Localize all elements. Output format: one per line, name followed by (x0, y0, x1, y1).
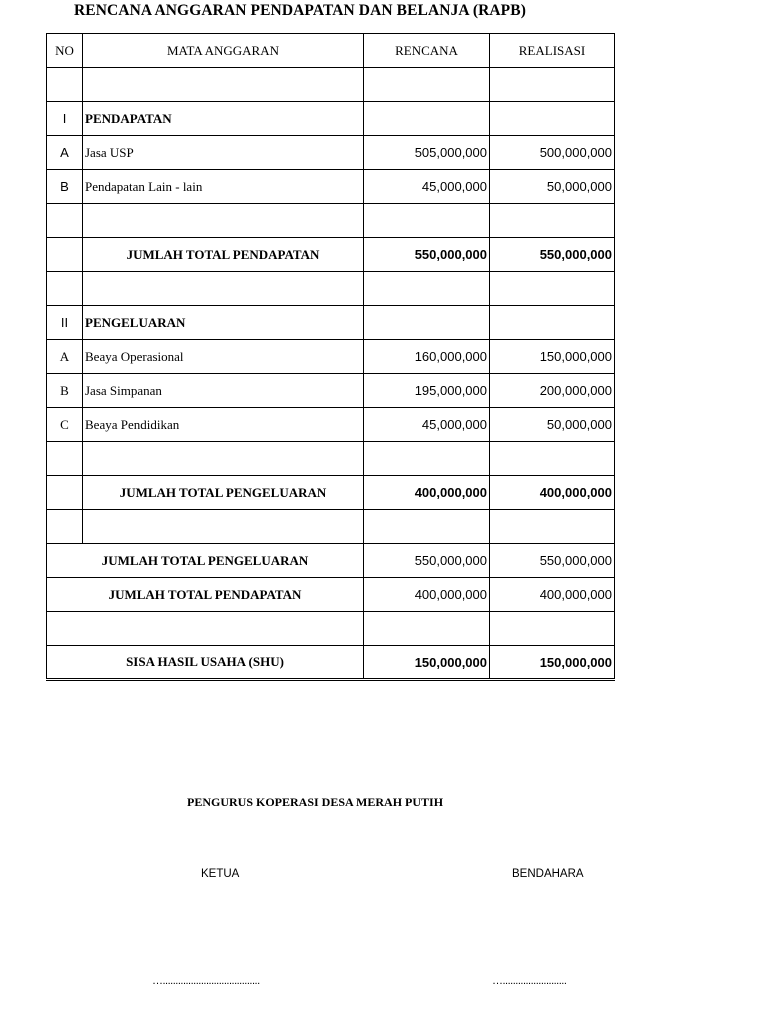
total-actual: 550,000,000 (490, 238, 615, 272)
table-row (47, 68, 615, 102)
item-plan: 45,000,000 (364, 170, 490, 204)
item-no: A (47, 340, 83, 374)
item-plan: 505,000,000 (364, 136, 490, 170)
total-actual: 400,000,000 (490, 476, 615, 510)
signature-bendahara-label: BENDAHARA (512, 868, 584, 880)
section-label: PENGELUARAN (83, 306, 364, 340)
summary-actual: 400,000,000 (490, 578, 615, 612)
item-actual: 50,000,000 (490, 408, 615, 442)
table-row (47, 442, 615, 476)
item-no: B (47, 170, 83, 204)
table-row (47, 340, 615, 374)
item-name: Beaya Operasional (83, 340, 364, 374)
table-row (47, 612, 615, 646)
item-actual: 50,000,000 (490, 170, 615, 204)
item-name: Pendapatan Lain - lain (83, 170, 364, 204)
table-row (47, 204, 615, 238)
document-title: RENCANA ANGGARAN PENDAPATAN DAN BELANJA (RAPB) (74, 2, 526, 19)
item-plan: 160,000,000 (364, 340, 490, 374)
total-plan: 400,000,000 (364, 476, 490, 510)
table-row (47, 510, 615, 544)
budget-table (46, 33, 615, 681)
section-row-pengeluaran (47, 306, 615, 340)
summary-row (47, 578, 615, 612)
header-name: MATA ANGGARAN (83, 34, 364, 68)
signature-ketua-label: KETUA (201, 868, 240, 880)
shu-actual: 150,000,000 (490, 646, 615, 680)
summary-plan: 400,000,000 (364, 578, 490, 612)
item-no: B (47, 374, 83, 408)
signature-ketua-line: …...................................... (152, 975, 260, 987)
item-actual: 200,000,000 (490, 374, 615, 408)
summary-row (47, 544, 615, 578)
summary-plan: 550,000,000 (364, 544, 490, 578)
item-name: Jasa USP (83, 136, 364, 170)
item-no: A (47, 136, 83, 170)
summary-label: JUMLAH TOTAL PENGELUARAN (47, 544, 364, 578)
signature-organization: PENGURUS KOPERASI DESA MERAH PUTIH (187, 795, 444, 809)
shu-label: SISA HASIL USAHA (SHU) (47, 646, 364, 680)
shu-row (47, 646, 615, 680)
table-row (47, 374, 615, 408)
table-row (47, 408, 615, 442)
item-plan: 195,000,000 (364, 374, 490, 408)
header-actual: REALISASI (490, 34, 615, 68)
summary-actual: 550,000,000 (490, 544, 615, 578)
total-row-pendapatan (47, 238, 615, 272)
section-row-pendapatan (47, 102, 615, 136)
item-no: C (47, 408, 83, 442)
item-name: Beaya Pendidikan (83, 408, 364, 442)
summary-label: JUMLAH TOTAL PENDAPATAN (47, 578, 364, 612)
item-actual: 150,000,000 (490, 340, 615, 374)
total-label: JUMLAH TOTAL PENDAPATAN (83, 238, 364, 272)
table-row (47, 136, 615, 170)
signature-bendahara-line: …......................... (492, 975, 567, 987)
item-actual: 500,000,000 (490, 136, 615, 170)
section-no: I (47, 102, 83, 136)
total-row-pengeluaran (47, 476, 615, 510)
total-label: JUMLAH TOTAL PENGELUARAN (83, 476, 364, 510)
header-plan: RENCANA (364, 34, 490, 68)
table-header-row (47, 34, 615, 68)
section-no: II (47, 306, 83, 340)
item-plan: 45,000,000 (364, 408, 490, 442)
total-plan: 550,000,000 (364, 238, 490, 272)
shu-plan: 150,000,000 (364, 646, 490, 680)
table-row (47, 170, 615, 204)
header-no: NO (47, 34, 83, 68)
section-label: PENDAPATAN (83, 102, 364, 136)
item-name: Jasa Simpanan (83, 374, 364, 408)
table-row (47, 272, 615, 306)
